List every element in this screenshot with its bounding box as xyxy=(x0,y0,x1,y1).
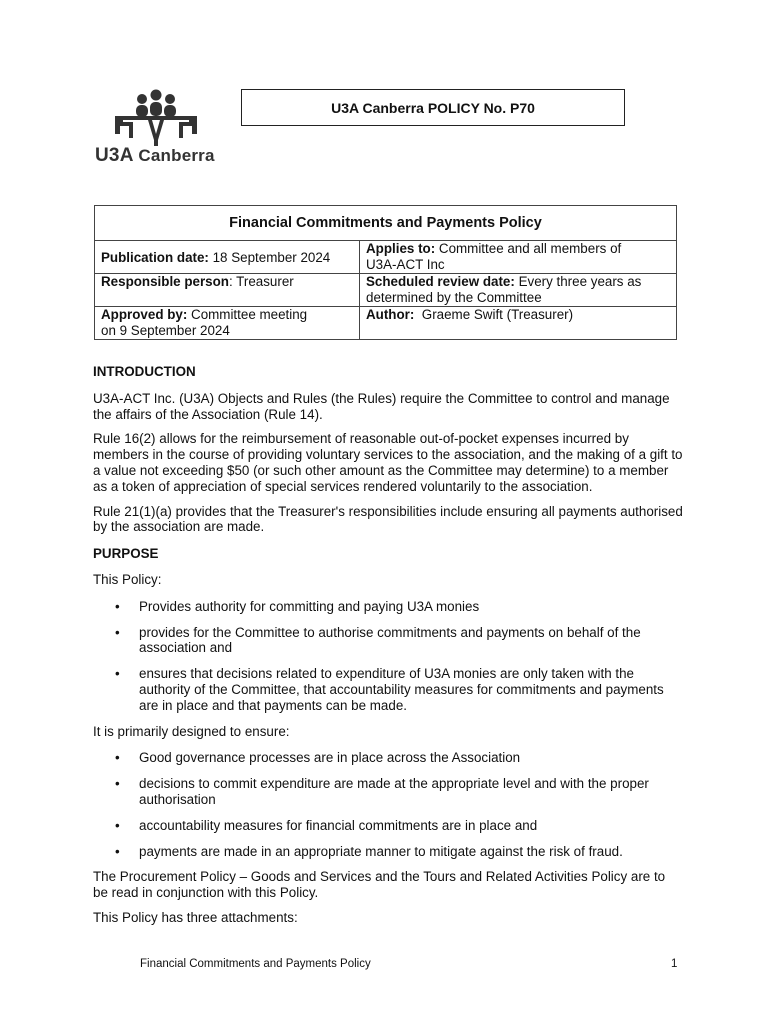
approved-value-line2: on 9 September 2024 xyxy=(101,323,230,338)
list-item: • Provides authority for committing and paying U3A monies xyxy=(115,598,480,614)
author-value: Graeme Swift (Treasurer) xyxy=(414,307,574,322)
bullet-icon: • xyxy=(115,666,120,682)
introduction-paragraph-2: Rule 16(2) allows for the reimbursement of reasonable out-of-pocket expenses incurred by members in the course of providing voluntary services to the association, and the making of a gift to a value not exceeding $50 (or such other amount as the Committee may determine) to a member as a token of appreciation of special services rendered voluntarily to the association. xyxy=(93,431,683,494)
introduction-paragraph-3: Rule 21(1)(a) provides that the Treasurer's responsibilities include ensuring all payments authorised by the association are made. xyxy=(93,503,683,535)
policy-body xyxy=(93,364,683,935)
publication-cell xyxy=(95,241,360,274)
list-item: • provides for the Committee to authorise commitments and payments on behalf of the association and xyxy=(115,624,641,656)
purpose-intro: This Policy: xyxy=(93,571,162,587)
policy-number-box xyxy=(241,89,625,126)
list-item: • payments are made in an appropriate manner to mitigate against the risk of fraud. xyxy=(115,843,623,859)
approved-label: Approved by: xyxy=(101,307,188,322)
bullet-icon: • xyxy=(115,624,120,640)
review-value: Every three years as xyxy=(514,274,642,289)
ensure-intro: It is primarily designed to ensure: xyxy=(93,723,290,739)
responsible-label: Responsible person xyxy=(101,274,229,289)
publication-label: Publication date: xyxy=(101,250,209,265)
applies-value: Committee and all members of xyxy=(435,241,622,256)
list-item: • decisions to commit expenditure are made at the appropriate level and with the proper authorisation xyxy=(115,776,649,807)
bullet-icon: • xyxy=(115,817,120,833)
ensure-list xyxy=(93,750,683,859)
people-around-table-icon xyxy=(115,88,197,148)
bullet-icon: • xyxy=(115,750,120,766)
purpose-heading: PURPOSE xyxy=(93,546,159,562)
applies-cell xyxy=(360,241,677,274)
author-cell xyxy=(360,307,677,340)
author-label: Author: xyxy=(366,307,415,322)
footer-title: Financial Commitments and Payments Policy xyxy=(140,958,371,970)
list-item: • ensures that decisions related to expenditure of U3A monies are only taken with the authority of the Committee, that accountability measures for commitments and payments are in place and that payments can be made. xyxy=(115,666,664,713)
bullet-icon: • xyxy=(115,776,120,792)
list-item: • Good governance processes are in place across the Association xyxy=(115,750,521,766)
applies-label: Applies to: xyxy=(366,241,436,256)
purpose-list xyxy=(93,599,683,714)
responsible-value: : Treasurer xyxy=(228,274,294,289)
u3a-logo xyxy=(95,88,220,173)
bullet-icon: • xyxy=(115,598,120,614)
review-cell xyxy=(360,274,677,307)
policy-number-title: U3A Canberra POLICY No. P70 xyxy=(331,99,535,116)
bullet-icon: • xyxy=(115,843,120,859)
review-value-line2: determined by the Committee xyxy=(366,290,542,305)
logo-wordmark: U3A Canberra xyxy=(95,145,215,166)
page-number: 1 xyxy=(671,958,678,970)
review-label: Scheduled review date: xyxy=(366,274,515,289)
approved-cell xyxy=(95,307,360,340)
attachments-paragraph: This Policy has three attachments: xyxy=(93,909,298,925)
policy-info-table xyxy=(94,205,677,340)
procurement-paragraph: The Procurement Policy – Goods and Services and the Tours and Related Activities Policy are to be read in conjunction with this Policy. xyxy=(93,869,666,901)
responsible-cell xyxy=(95,274,360,307)
introduction-paragraph-1: U3A-ACT Inc. (U3A) Objects and Rules (the Rules) require the Committee to control and manage the affairs of the Association (Rule 14). xyxy=(93,390,670,422)
approved-value: Committee meeting xyxy=(187,307,308,322)
publication-value: 18 September 2024 xyxy=(208,250,331,265)
applies-value-line2: U3A-ACT Inc xyxy=(366,257,445,272)
policy-title-cell: Financial Commitments and Payments Policy xyxy=(95,206,677,241)
introduction-heading: INTRODUCTION xyxy=(93,364,196,379)
list-item: • accountability measures for financial commitments are in place and xyxy=(115,817,538,833)
